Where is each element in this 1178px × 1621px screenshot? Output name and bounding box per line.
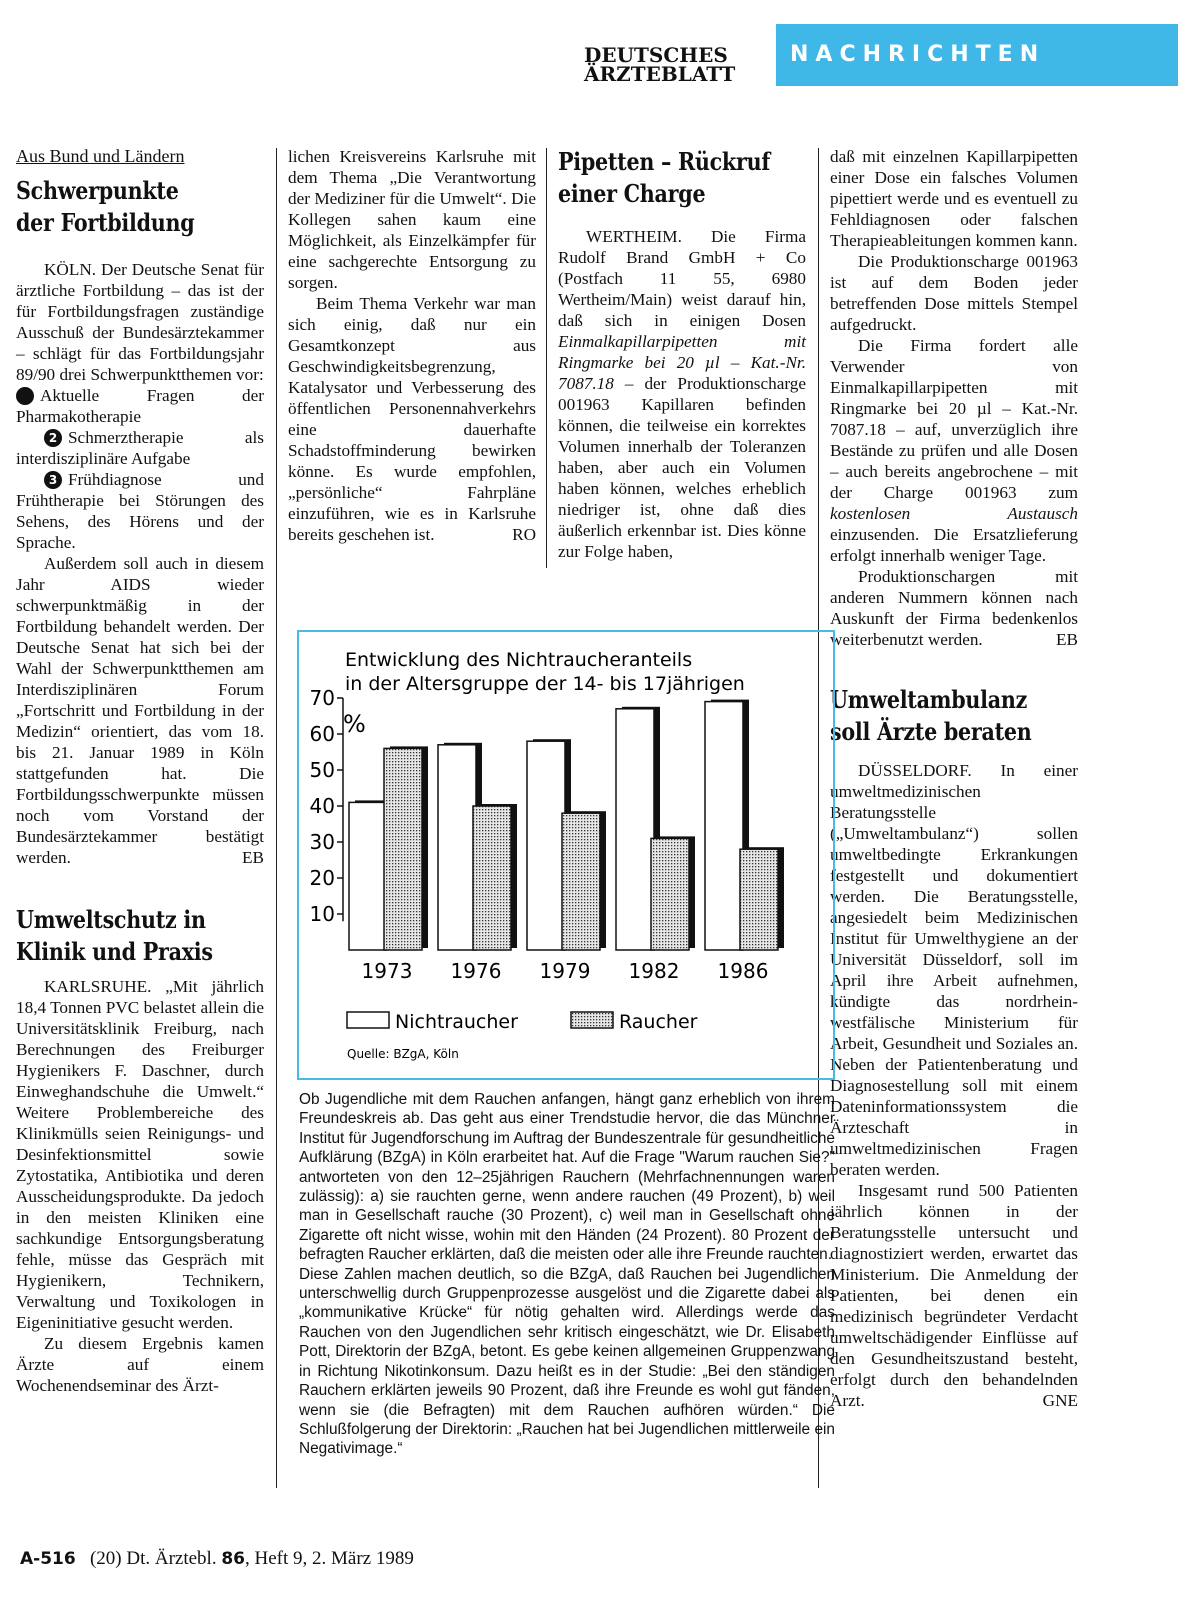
- citation-volume: 86: [221, 1549, 246, 1569]
- bar-nichtraucher-1976: [438, 745, 476, 950]
- article3-paragraph-3: [830, 335, 1078, 566]
- logo-line-2: ÄRZTEBLATT: [584, 62, 736, 86]
- headline-schwerpunkte-1: Schwerpunkte: [16, 176, 179, 205]
- y-tick-label-50: 50: [309, 758, 335, 782]
- legend-label-raucher: Raucher: [619, 1011, 698, 1033]
- article4-paragraph-1: DÜSSELDORF. In einer umweltmedizinischen Beratungsstelle („Umweltambulanz“) sollen umweltbedingte Erkrankungen festgestellt und dokumentiert werden. Die Beratungsstelle, angesiedelt beim Medizinischen Institut für Umwelthygiene an der Universität Düsseldorf, soll im April ihre Arbeit aufnehmen, kündigte das nordrhein-westfälische Ministerium für Arbeit, Gesundheit und Soziales an. Neben der Patientenberatung und Diagnosestellung soll mit einem Dateninformationssystem die Ärzteschaft in umweltmedizinischen Fragen beraten werden.: [830, 761, 1078, 1179]
- article4-p2-text: Insgesamt rund 500 Patienten jährlich können in der Beratungsstelle untersucht und diagnostiziert werden, erwartet das Ministerium. Die Anmeldung der Patienten, bei denen ein medizinisch begründeter Verdacht umweltschädigender Einflüsse auf den Gesundheitszustand besteht, erfolgt durch den behandelnden Arzt.: [830, 1181, 1078, 1410]
- article4-signature: GNE: [1042, 1391, 1078, 1410]
- x-tick-label-1976: 1976: [450, 959, 502, 983]
- legend-swatch-nichtraucher: [347, 1012, 389, 1028]
- article3-p3-b: einzusenden. Die Ersatzlieferung erfolgt innerhalb weniger Tage.: [830, 525, 1078, 565]
- number-badge-3: 3: [44, 471, 62, 489]
- y-tick-label-20: 20: [309, 866, 335, 890]
- headline-umweltambulanz-1: Umweltambulanz: [830, 685, 1028, 714]
- article1-paragraph-1: KÖLN. Der Deutsche Senat für ärztliche Fortbildung – das ist der für Fortbildungsfragen zuständige Ausschuß der Bundesärztekammer – schlägt für das Fortbildungsjahr 89/90 drei Schwerpunktthemen vor:: [16, 260, 264, 384]
- bar-raucher-1982: [651, 838, 689, 950]
- article3-p3-italic: kostenlosen Austausch: [830, 504, 1078, 523]
- headline-pipetten-1: Pipetten – Rückruf: [558, 147, 770, 176]
- bar-raucher-1976: [473, 806, 511, 950]
- bar-nichtraucher-1973: [349, 802, 387, 950]
- x-tick-label-1973: 1973: [361, 959, 413, 983]
- x-tick-label-1979: 1979: [539, 959, 591, 983]
- article3-signature: EB: [1056, 630, 1078, 649]
- bar-nichtraucher-1979: [527, 741, 565, 950]
- chart-title-line-1: Entwicklung des Nichtraucheranteils: [345, 649, 693, 671]
- article1-paragraph-2-text: Außerdem soll auch in diesem Jahr AIDS wieder schwerpunktmäßig in der Fortbildung behandelt werden. Der Deutsche Senat hat sich bei der Wahl der Schwerpunktthemen am Interdisziplinären Forum „Fortschritt und Fortbildung in der Medizin“ orientiert, das vom 18. bis 21. Januar 1989 in Köln stattgefunden hat. Die Fortbildungsschwerpunkte müssen noch vom Vorstand der Bundesärztekammer bestätigt werden.: [16, 554, 264, 867]
- list-item-2: [16, 427, 264, 469]
- article2-paragraph-1: KARLSRUHE. „Mit jährlich 18,4 Tonnen PVC belastet allein die Universitätsklinik Freiburg, nach Berechnungen des Freiburger Hygienikers F. Daschner, durch Einweghandschuhe die Umwelt.“ Weitere Problembereiche des Klinikmülls seien Reinigungs- und Desinfektionsmittel sowie Zytostatika, Antibiotika und deren Ausscheidungsprodukte. Da jedoch in den meisten Kliniken eine sachkundige Entsorgungsberatung fehle, müsse das Gespräch mit Hygienikern, Technikern, Verwaltung und Toxikologen in Eigeninitiative gesucht werden.: [16, 977, 264, 1332]
- column-rule-2: [546, 148, 547, 568]
- article3-p3-a: Die Firma fordert alle Verwender von Einmalkapillarpipetten mit Ringmarke bei 20 µl – Kat.-Nr. 7087.18 – auf, unverzüglich ihre Bestände zu prüfen und alle Dosen – auch bereits angebrochene – mit der Charge 001963 zum: [830, 336, 1078, 502]
- section-kicker: Aus Bund und Ländern: [16, 146, 185, 166]
- nonsmoker-bar-chart: [299, 632, 833, 1078]
- caption-paragraph-1: Ob Jugendliche mit dem Rauchen anfangen, hängt ganz erheblich von ihrem Freundeskreis ab. Das geht aus einer Trendstudie hervor, die das Münchner Institut für Jugendforschung im Auftrag der Bundeszentrale für gesundheitliche Aufklärung (BZgA) in Köln erarbeitet hat. Auf die Frage "Warum rauchen Sie?" antworteten von den 12–25jährigen Rauchern (Mehrfachnennungen waren zulässig): a) sie rauchten gerne, wenn andere rauchen (49 Prozent), b) weil man in Gesellschaft rauche (30 Prozent), c) weil man in Gesellschaft ohne Zigarette oft nicht wisse, wohin mit den Händen (24 Prozent). 80 Prozent der befragten Raucher erklärten, daß die meisten oder alle ihre Freunde rauchten.: [299, 1091, 835, 1264]
- column-3: [558, 146, 806, 562]
- citation-a: (20) Dt. Ärztebl.: [89, 1548, 222, 1569]
- legend-swatch-raucher: [571, 1012, 613, 1028]
- chart-source: Quelle: BZgA, Köln: [347, 1047, 459, 1061]
- chart-caption: [299, 1090, 835, 1459]
- list-item-1-text: Aktuelle Fragen der Pharmakotherapie: [16, 386, 264, 426]
- article1-paragraph-2: [16, 553, 264, 868]
- bar-nichtraucher-1986: [705, 702, 743, 950]
- x-tick-label-1986: 1986: [717, 959, 769, 983]
- caption-paragraph-2: Diese Zahlen machen deutlich, so die BZgA, daß Rauchen bei Jugendlichen unterschwellig durch Gruppenprozesse ausgelöst und die Zigarette dabei als „kommunikative Krücke“ für nötig gehalten wird. Allerdings werde das Rauchen von den Jugendlichen sehr kritisch eingeschätzt, wie Dr. Elisabeth Pott, Direktorin der BZgA, betont. Es gebe keinen allgemeinen Gruppenzwang in Richtung Nikotinkonsum. Dazu heißt es in der Studie: „Bei den ständigen Rauchern erklärten jeweils 90 Prozent, daß ihre Freunde es wohl gut fänden, wenn sie (die Befragten) mit dem Rauchen aufhören würden.“ Die Schlußfolgerung der Direktorin: „Rauchen hat bei Jugendlichen mittlerweile ein Negativimage.“: [299, 1265, 835, 1458]
- y-tick-label-40: 40: [309, 794, 335, 818]
- x-tick-label-1982: 1982: [628, 959, 680, 983]
- column-1: [6, 146, 264, 1396]
- chart-unit-label: %: [343, 710, 366, 738]
- list-item-3: [16, 469, 264, 553]
- headline-umweltschutz-1: Umweltschutz in: [16, 905, 206, 934]
- y-tick-label-60: 60: [309, 722, 335, 746]
- article2-paragraph-2-continued: lichen Kreisvereins Karlsruhe mit dem Thema „Die Verantwortung der Mediziner für die Umwelt“. Die Kollegen sahen kaum eine Möglichkeit, als Einzelkämpfer für eine sachgerechte Entsorgung zu sorgen.: [288, 147, 536, 292]
- article2-paragraph-3-text: Beim Thema Verkehr war man sich einig, daß nur ein Gesamtkonzept aus Geschwindigkeitsbegrenzung, Katalysator und Verbesserung des öffentlichen Personennahverkehrs eine dauerhafte Schadstoffminderung bewirken könne. Es wurde empfohlen, „persönliche“ Fahrpläne einzuführen, wie es in Karlsruhe bereits geschehen ist.: [288, 294, 536, 544]
- list-item-3-text: Frühdiagnose und Frühtherapie bei Störungen des Sehens, des Hörens und der Sprache.: [16, 470, 264, 552]
- article3-p4-text: Produktionschargen mit anderen Nummern können nach Auskunft der Firma bedenkenlos weiterbenutzt werden.: [830, 567, 1078, 649]
- y-tick-label-30: 30: [309, 830, 335, 854]
- article3-paragraph-1: [558, 226, 806, 562]
- column-rule-1: [276, 148, 277, 1488]
- masthead-logo: [584, 43, 764, 86]
- headline-schwerpunkte-2: der Fortbildung: [16, 208, 195, 237]
- list-item-1: [6, 385, 264, 427]
- column-4: [830, 146, 1078, 1411]
- article4-paragraph-2: [830, 1180, 1078, 1411]
- section-banner: NACHRICHTEN: [776, 24, 1178, 86]
- bar-raucher-1986: [740, 849, 778, 950]
- article2-paragraph-3: [288, 293, 536, 545]
- headline-umweltschutz-2: Klinik und Praxis: [16, 937, 213, 966]
- y-tick-label-10: 10: [309, 902, 335, 926]
- column-2: [288, 146, 536, 545]
- headline-umweltambulanz-2: soll Ärzte beraten: [830, 717, 1032, 746]
- logo-line-1: DEUTSCHES: [584, 43, 728, 67]
- bar-raucher-1979: [562, 813, 600, 950]
- headline-pipetten-2: einer Charge: [558, 179, 706, 208]
- chart-frame: [297, 630, 835, 1080]
- bar-nichtraucher-1982: [616, 709, 654, 950]
- article3-paragraph-4: [830, 566, 1078, 650]
- chart-title-line-2: in der Altersgruppe der 14- bis 17jährigen: [345, 673, 745, 695]
- number-badge-2: 2: [44, 429, 62, 447]
- list-item-2-text: Schmerztherapie als interdisziplinäre Aufgabe: [16, 428, 264, 468]
- article3-p1-b: – der Produktionscharge 001963 Kapillaren befinden können, die teilweise ein korrektes Volumen innerhalb der Toleranzen haben, aber auch ein Volumen haben können, welches erheblich niedriger ist, ohne daß dies äußerlich erkennbar ist. Dies könne zur Folge haben,: [558, 374, 806, 561]
- article3-p1-italic: Einmalkapillarpipetten mit Ringmarke bei 20 µl – Kat.-Nr. 7087.18: [558, 332, 806, 393]
- article3-p1-a: WERTHEIM. Die Firma Rudolf Brand GmbH + Co (Postfach 11 55, 6980 Wertheim/Main) weist darauf hin, daß sich in einigen Dosen: [558, 227, 806, 330]
- article2-paragraph-2: Zu diesem Ergebnis kamen Ärzte auf einem Wochenendseminar des Ärzt-: [16, 1334, 264, 1395]
- article3-paragraph-1-continued: daß mit einzelnen Kapillarpipetten einer Dose ein falsches Volumen pipettiert werde und es eventuell zu Fehldiagnosen oder falschen Therapieableitungen kommen kann.: [830, 147, 1078, 250]
- article3-paragraph-2: Die Produktionscharge 001963 ist auf dem Boden jeder betreffenden Dose mittels Stempel aufgedruckt.: [830, 252, 1078, 334]
- legend-label-nichtraucher: Nichtraucher: [395, 1011, 518, 1033]
- bar-raucher-1973: [384, 748, 422, 950]
- article1-signature: EB: [242, 848, 264, 867]
- citation-b: , Heft 9, 2. März 1989: [245, 1548, 414, 1569]
- y-tick-label-70: 70: [309, 686, 335, 710]
- page-footer: [20, 1548, 414, 1570]
- number-badge-1: 1: [16, 387, 34, 405]
- page-number: A-516: [20, 1549, 76, 1569]
- article2-signature: RO: [512, 525, 536, 544]
